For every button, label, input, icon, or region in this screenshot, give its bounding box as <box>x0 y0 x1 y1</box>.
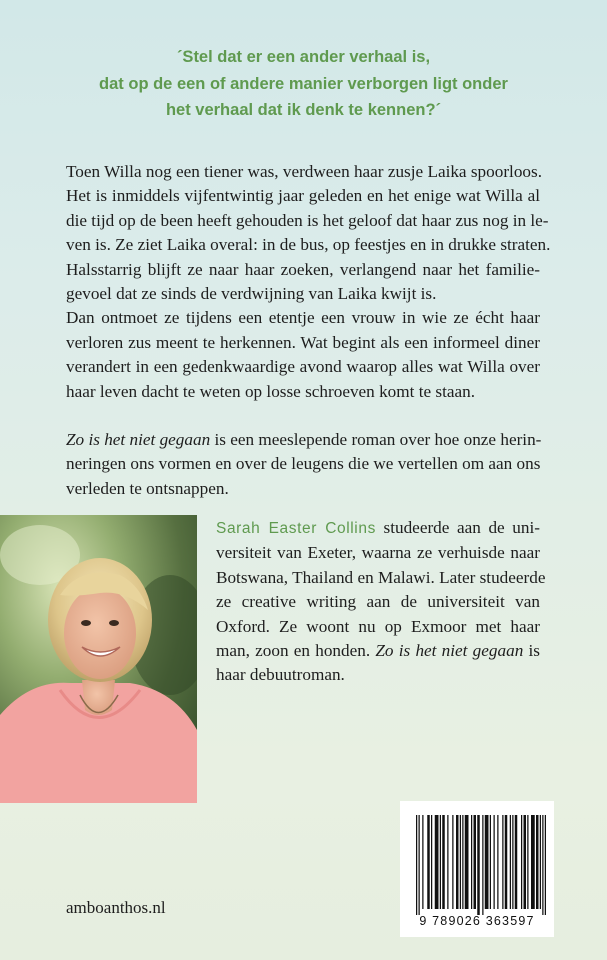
barcode-bar <box>497 815 498 909</box>
bio-text: studeerde aan de uni- <box>375 518 540 537</box>
book-title-italic: Zo is het niet gegaan <box>375 641 524 661</box>
bio-text: is <box>523 641 540 661</box>
barcode-bar <box>431 815 432 909</box>
barcode-bar <box>527 815 528 909</box>
blurb-line: Dan ontmoet ze tijdens een etentje een vrouw in wie ze écht haar <box>66 308 540 328</box>
quote-line: ´Stel dat er een ander verhaal is, <box>176 48 431 66</box>
barcode-bar <box>531 815 535 909</box>
barcode-bar <box>494 815 495 909</box>
blurb-line: haar leven dacht te weten op losse schroeven komt te staan. <box>66 381 476 401</box>
barcode-bar <box>524 815 527 909</box>
barcode-bar <box>536 815 539 909</box>
barcode-bar <box>462 815 463 909</box>
blurb-line: neringen ons vormen en over de leugens die we vertellen om aan ons <box>66 454 541 474</box>
author-bio <box>216 516 546 688</box>
barcode-bar <box>485 815 489 909</box>
barcode-bar <box>427 815 430 909</box>
blurb-line: verloren zus meent te herkennen. Wat begint als een informeel diner <box>66 332 540 352</box>
bio-line <box>216 516 540 541</box>
barcode-bar <box>452 815 453 909</box>
blurb-line: Het is inmiddels vijfentwintig jaar geleden en het enige wat Willa al <box>66 186 540 206</box>
blurb-line: verleden te ontsnappen. <box>66 478 229 498</box>
barcode-bar <box>542 815 543 915</box>
blurb-line: die tijd op de been heeft gehouden is het geloof dat haar zus nog in le- <box>66 210 549 230</box>
bio-line <box>216 639 540 663</box>
barcode-bar <box>471 815 472 909</box>
blurb-line: Halsstarrig blijft ze naar haar zoeken, verlangend naar het familie- <box>66 259 540 279</box>
blurb-line: ven is. Ze ziet Laika overal: in de bus, op feestjes en in drukke straten. <box>66 235 551 255</box>
barcode-bar <box>545 815 546 915</box>
isbn-number: 9 789026 363597 <box>419 914 535 928</box>
barcode-bar <box>510 815 511 909</box>
barcode-bar <box>440 815 441 909</box>
barcode-bar <box>477 815 480 915</box>
book-blurb <box>66 160 551 501</box>
blurb-line: gevoel dat ze sinds de verdwijning van Laika kwijt is. <box>66 284 437 304</box>
barcode-bar <box>502 815 503 909</box>
barcode-bar <box>521 815 522 909</box>
author-photo <box>0 515 197 803</box>
barcode-bar <box>447 815 448 909</box>
barcode-bar <box>422 815 423 909</box>
barcode-bar <box>435 815 439 909</box>
barcode-bar <box>490 815 491 909</box>
barcode-bar <box>442 815 445 909</box>
blurb-line: Toen Willa nog een tiener was, verdween haar zusje Laika spoorloos. <box>66 162 543 181</box>
barcode-bar <box>456 815 459 909</box>
barcode-bar <box>460 815 461 909</box>
bio-line: versiteit van Exeter, waarna ze verhuisde naar <box>216 543 540 563</box>
author-name: Sarah Easter Collins <box>216 520 376 537</box>
author-portrait <box>0 515 197 803</box>
blurb-text: is een meeslepende roman over hoe onze herin- <box>210 430 542 450</box>
blurb-line <box>66 428 540 452</box>
bio-text: man, zoon en honden. <box>216 641 376 661</box>
quote-line: het verhaal dat ik denk te kennen?´ <box>165 101 442 119</box>
barcode-bar <box>540 815 541 909</box>
bio-line: haar debuutroman. <box>216 665 345 685</box>
bio-line: Oxford. Ze woont nu op Exmoor met haar <box>216 616 540 636</box>
publisher-website: amboanthos.nl <box>66 898 166 917</box>
barcode-bar <box>419 815 420 915</box>
book-title-italic: Zo is het niet gegaan <box>66 430 211 450</box>
barcode-bar <box>512 815 513 909</box>
isbn-barcode <box>400 801 554 937</box>
quote-line: dat op de een of andere manier verborgen ligt onder <box>99 74 508 93</box>
bio-line: ze creative writing aan de universiteit van <box>216 592 540 612</box>
barcode-bar <box>505 815 508 909</box>
bio-line: Botswana, Thailand en Malawi. Later studeerde <box>216 567 546 587</box>
back-cover-quote <box>0 44 607 124</box>
blurb-line: verandert in een gedenkwaardige avond waarop alles wat Willa over <box>66 357 540 377</box>
barcode-bar <box>482 815 483 915</box>
barcode-bar <box>465 815 469 909</box>
barcode-bar <box>515 815 518 909</box>
barcode-bar <box>474 815 477 909</box>
barcode-bar <box>416 815 417 915</box>
